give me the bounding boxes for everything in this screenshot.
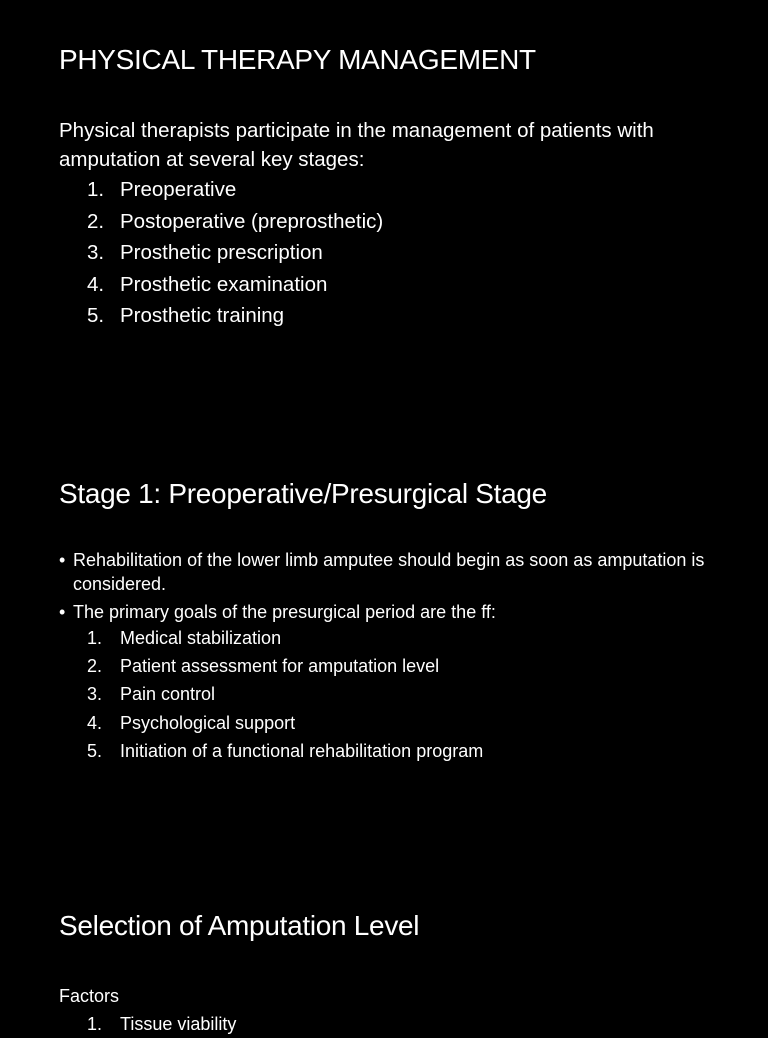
slide-title: Stage 1: Preoperative/Presurgical Stage: [59, 478, 547, 509]
bullet-item: [59, 600, 728, 765]
list-item-text: Patient assessment for amputation level: [120, 656, 440, 677]
list-item-text: Prosthetic examination: [120, 272, 328, 296]
bullet-text: The primary goals of the presurgical period are the ff:: [73, 602, 496, 622]
list-item: [59, 624, 728, 652]
list-number: 2.: [87, 209, 105, 233]
bullet-marker: •: [59, 550, 66, 570]
list-number: 1.: [87, 628, 103, 648]
slide-body: [59, 116, 728, 332]
factors-list: [59, 1010, 728, 1038]
list-item: [59, 174, 728, 206]
slide-body: [59, 548, 728, 769]
list-item-text: Pain control: [120, 684, 216, 705]
bullet-marker: •: [59, 602, 66, 622]
intro-paragraph: Physical therapists participate in the management of patients with amputation at several key stages:: [59, 119, 654, 171]
slide-physical-therapy-management: [0, 0, 768, 432]
list-item-text: Tissue viability: [120, 1014, 237, 1034]
list-item: [59, 1010, 728, 1038]
list-number: 1.: [87, 178, 105, 201]
list-item: [59, 737, 728, 765]
slide-body: [59, 982, 728, 1038]
list-item: [59, 300, 728, 332]
list-item-text: Preoperative: [120, 178, 237, 201]
list-item-text: Medical stabilization: [120, 628, 282, 648]
list-item: [59, 206, 728, 238]
list-item: [59, 709, 728, 737]
list-item-text: Initiation of a functional rehabilitation program: [120, 740, 484, 761]
bullet-list: [59, 548, 728, 765]
list-number: 2.: [87, 656, 103, 677]
list-item: [59, 680, 728, 708]
goals-list: [59, 624, 728, 765]
slide-amputation-level: [0, 864, 768, 1034]
list-item-text: Prosthetic prescription: [120, 241, 323, 264]
list-item: [59, 652, 728, 680]
list-number: 4.: [87, 712, 103, 733]
list-number: 4.: [87, 272, 105, 296]
list-item-text: Prosthetic training: [120, 304, 285, 327]
stages-list: [59, 174, 728, 332]
list-number: 5.: [87, 740, 103, 761]
slide-title: PHYSICAL THERAPY MANAGEMENT: [59, 44, 536, 75]
list-number: 3.: [87, 684, 103, 705]
list-item-text: Postoperative (preprosthetic): [120, 209, 384, 233]
bullet-item: [59, 548, 728, 596]
list-item: [59, 269, 728, 301]
bullet-text: Rehabilitation of the lower limb amputee should begin as soon as amputation is considered.: [73, 550, 705, 594]
list-number: 3.: [87, 241, 105, 264]
slide-title: Selection of Amputation Level: [59, 910, 420, 941]
list-number: 1.: [87, 1014, 103, 1034]
slide-preoperative-stage: [0, 432, 768, 864]
list-number: 5.: [87, 304, 105, 327]
list-item-text: Psychological support: [120, 712, 296, 733]
list-item: [59, 237, 728, 269]
factors-label: Factors: [59, 986, 120, 1006]
